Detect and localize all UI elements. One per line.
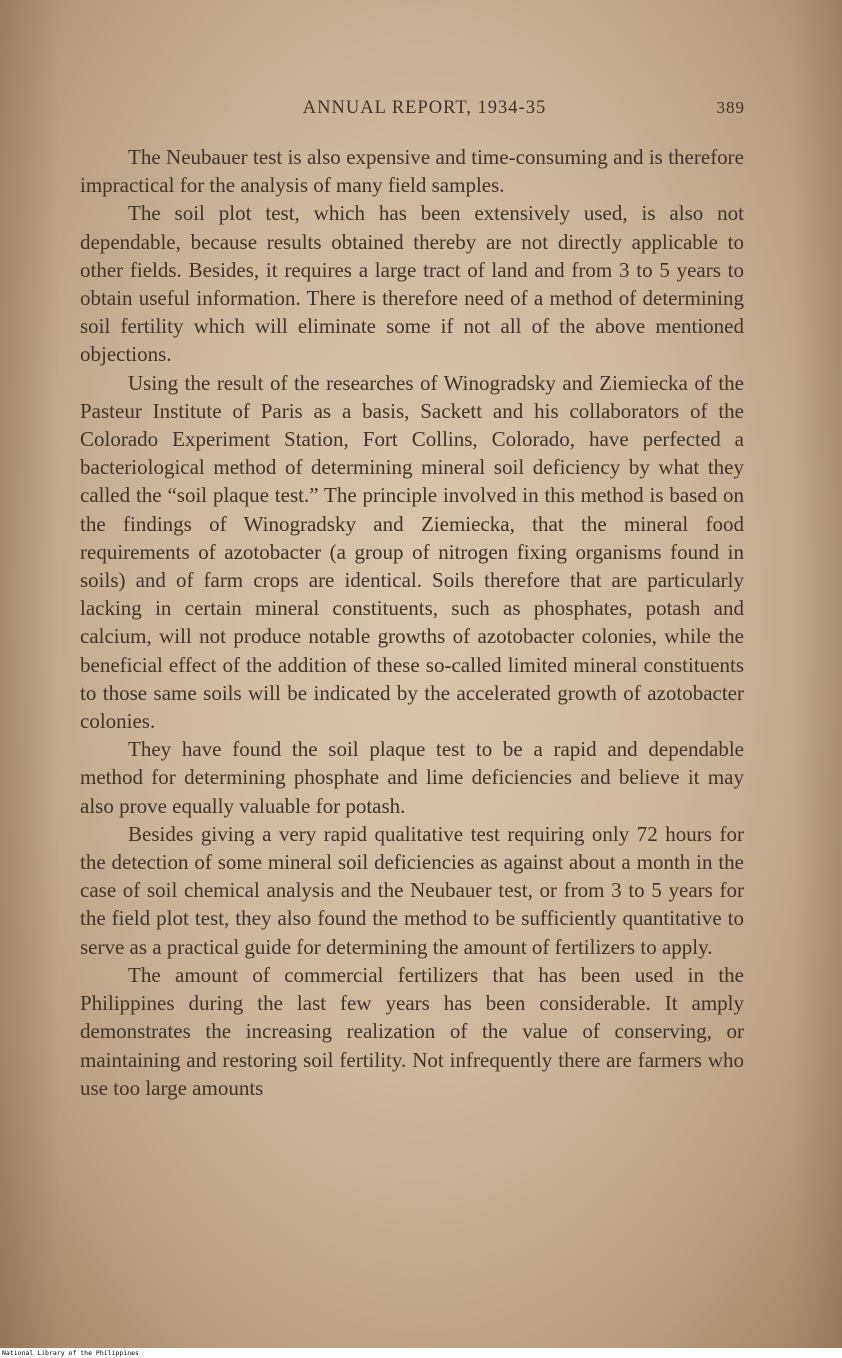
paragraph-soil-plaque-method: Using the result of the researches of Winogradsky and Ziemiecka of the Pasteur Institute of Paris as a basis, Sackett and his collaborators of the Colorado Experiment Station, Fort Collins, Colorado, have perfected a bacteriological method of determining mineral soil deficiency by what they called the “soil plaque test.” The principle involved in this method is based on the findings of Winogradsky and Ziemiecka, that the mineral food requirements of azotobacter (a group of nitrogen fixing organisms found in soils) and of farm crops are identical. Soils therefore that are particularly lacking in certain mineral constituents, such as phosphates, potash and calcium, will not produce notable growths of azotobacter colonies, while the beneficial effect of the addition of these so-called limited mineral constituents to those same soils will be indicated by the accelerated growth of azotobacter colonies.	[80, 370, 744, 734]
paragraph-soil-plot-test: The soil plot test, which has been extensively used, is also not dependable, because results obtained thereby are not directly applicable to other fields. Besides, it requires a large tract of land and from 3 to 5 years to obtain useful information. There is therefore need of a method of determining soil fertility which will eliminate some if not all of the above mentioned objections.	[80, 201, 744, 367]
body-text	[80, 143, 744, 1102]
running-head	[80, 98, 745, 124]
footer-bar	[0, 1348, 842, 1358]
paragraph-neubauer-test: The Neubauer test is also expensive and time-consuming and is therefore impractical for the analysis of many field samples.	[80, 145, 744, 198]
page-number: 389	[716, 98, 745, 117]
paragraph-qualitative-test: Besides giving a very rapid qualitative test requiring only 72 hours for the detection of some mineral soil deficiencies as against about a month in the case of soil chemical analysis and the Neubauer test, or from 3 to 5 years for the field plot test, they also found the method to be sufficiently quantitative to serve as a practical guide for determining the amount of fertilizers to apply.	[80, 821, 744, 959]
paragraph-commercial-fertilizers: The amount of commercial fertilizers that has been used in the Philippines during the last few years has been considerable. It amply demonstrates the increasing realization of the value of conserving, or maintaining and restoring soil fertility. Not infrequently there are farmers who use too large amounts	[80, 962, 744, 1100]
paragraph-plaque-findings: They have found the soil plaque test to be a rapid and dependable method for determining phosphate and lime deficiencies and believe it may also prove equally valuable for potash.	[80, 737, 744, 818]
report-title: ANNUAL REPORT, 1934-35	[302, 98, 547, 118]
library-credit: National Library of the Philippines	[2, 1349, 139, 1357]
